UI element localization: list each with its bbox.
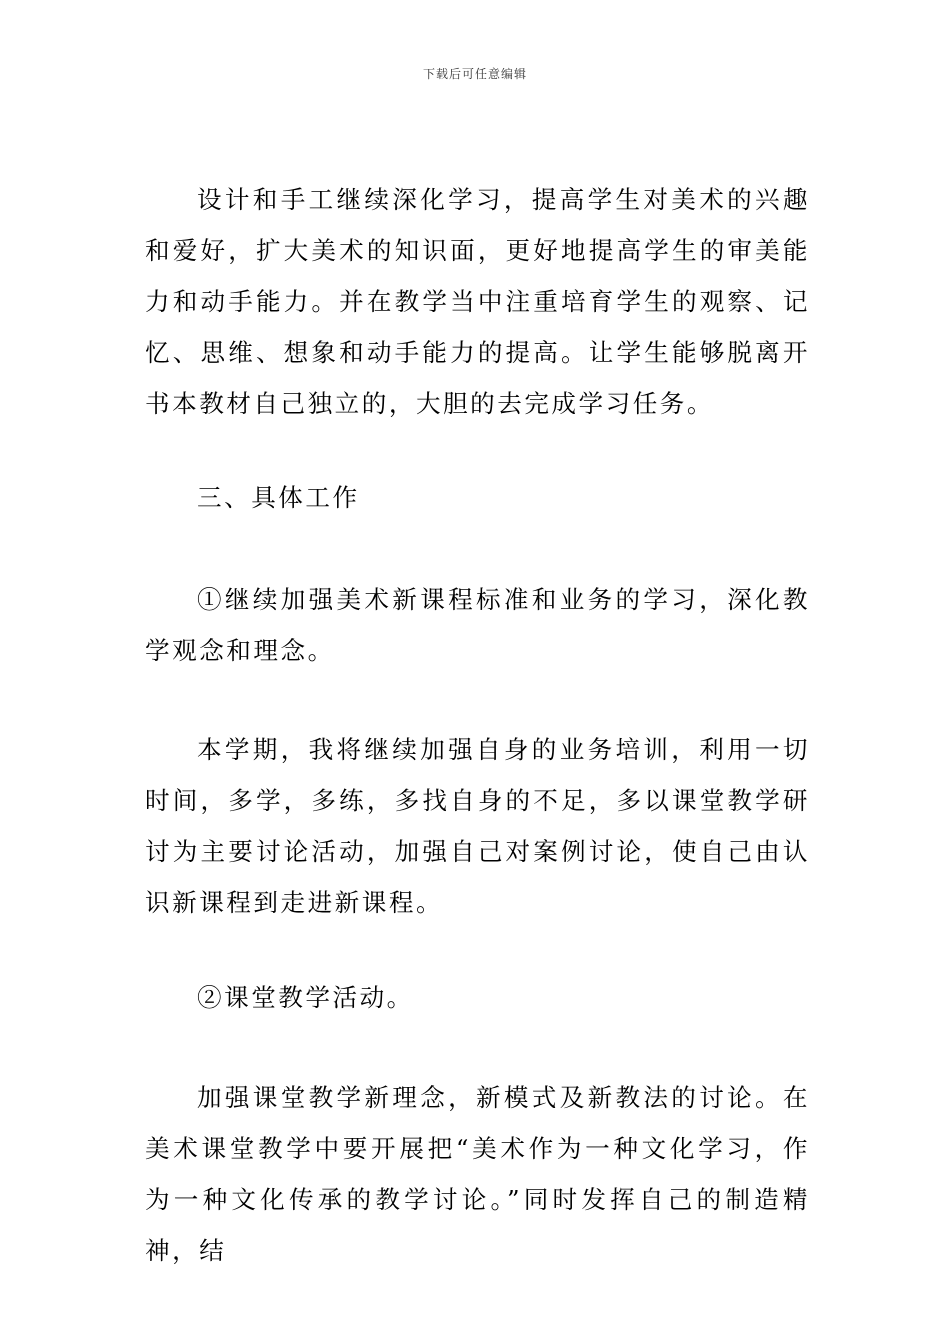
paragraph-goals: 设计和手工继续深化学习，提高学生对美术的兴趣和爱好，扩大美术的知识面，更好地提高学生的审美能力和动手能力。并在教学当中注重培育学生的观察、记忆、思维、想象和动手能力的提高。让学生能够脱离开书本教材自己独立的，大胆的去完成学习任务。 bbox=[145, 185, 810, 418]
paragraph-semester-plan: 本学期，我将继续加强自身的业务培训，利用一切时间，多学，多练，多找自身的不足，多以课堂教学研讨为主要讨论活动，加强自己对案例讨论，使自己由认识新课程到走进新课程。 bbox=[145, 735, 810, 917]
page-header: 下载后可任意编辑 bbox=[422, 67, 527, 81]
section-heading-specific-work: 三、具体工作 bbox=[197, 483, 360, 512]
list-item-2-heading: ②课堂教学活动。 bbox=[197, 983, 414, 1012]
list-item-1-heading: ①继续加强美术新课程标准和业务的学习，深化教学观念和理念。 bbox=[145, 585, 810, 665]
paragraph-classroom-teaching: 加强课堂教学新理念，新模式及新教法的讨论。在美术课堂教学中要开展把“美术作为一种文化学习，作为一种文化传承的教学讨论。”同时发挥自己的制造精神，结 bbox=[145, 1083, 810, 1265]
